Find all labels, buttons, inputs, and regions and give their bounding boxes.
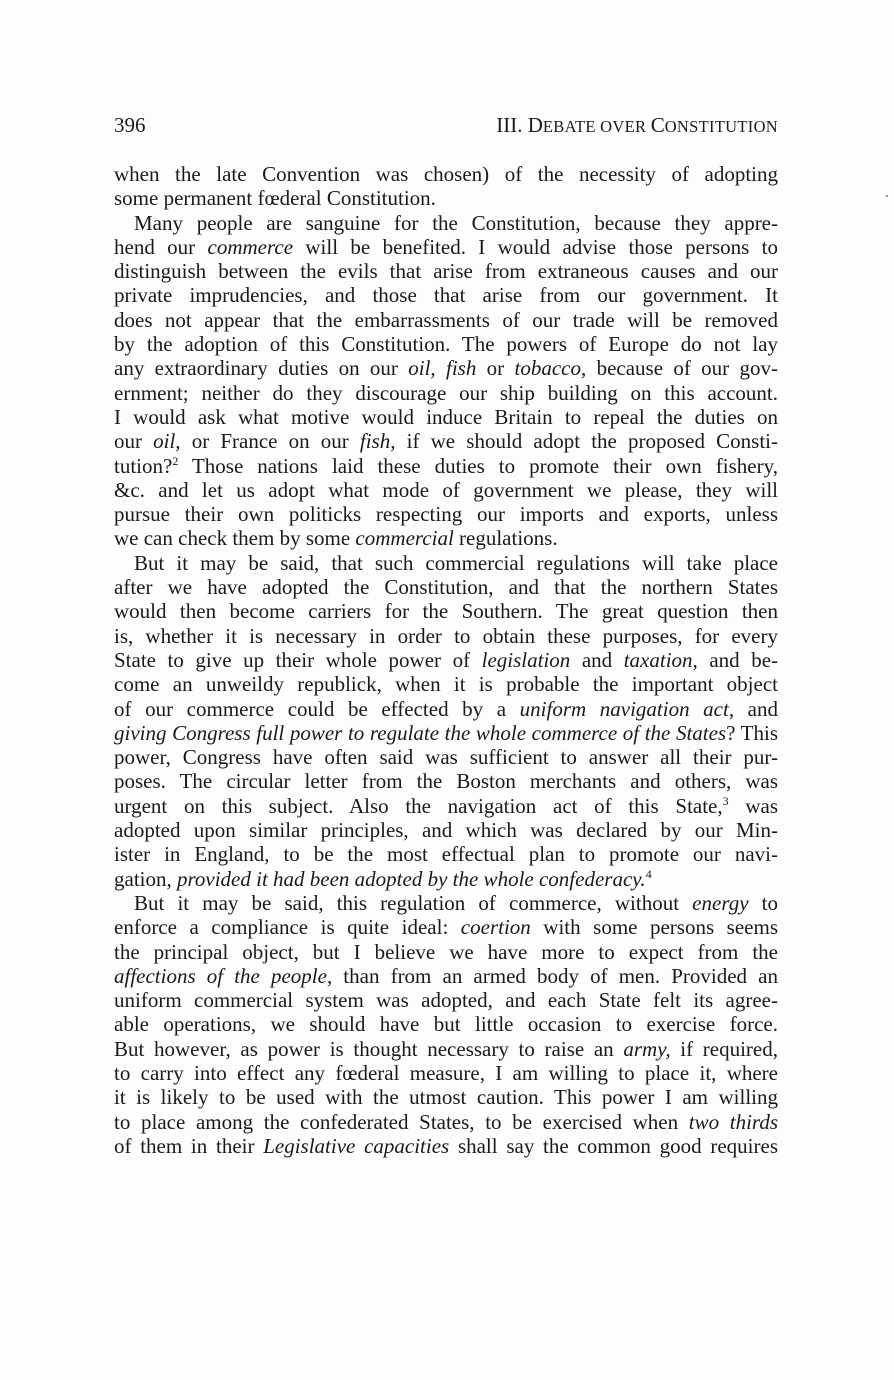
text-line	[114, 1037, 778, 1061]
text-run: is, whether it is necessary in order to obtain these purposes, for every	[114, 623, 778, 648]
text-run: tution?	[114, 453, 173, 478]
text-run: to place among the confederated States, to be exercised when	[114, 1109, 689, 1134]
text-run: we can check them by some	[114, 526, 356, 551]
text-line	[114, 259, 778, 283]
text-run: Those nations laid these duties to promote their own fishery,	[178, 453, 778, 478]
italic-text: uniform navigation act,	[519, 696, 735, 721]
text-run: able operations, we should have but little occasion to exercise force.	[114, 1012, 778, 1037]
text-run: But it may be said, that such commercial regulations will take place	[134, 550, 778, 575]
text-line	[114, 988, 778, 1012]
text-line	[114, 332, 778, 356]
italic-text: commercial	[355, 526, 454, 551]
text-run: some permanent fœderal Constitution.	[114, 186, 436, 211]
running-title-part-3: C	[650, 113, 665, 137]
italic-text: taxation,	[623, 647, 698, 672]
italic-text: army,	[623, 1036, 671, 1061]
text-run: when the late Convention was chosen) of the necessity of adopting	[114, 162, 778, 186]
text-line	[114, 867, 778, 891]
text-run: urgent on this subject. Also the navigation act of this State,	[114, 793, 723, 818]
text-run: ? This	[726, 720, 778, 745]
text-line	[114, 1012, 778, 1036]
text-line	[114, 745, 778, 769]
italic-text: provided it had been adopted by the whole confederacy.	[177, 866, 646, 891]
text-run: I would ask what motive would induce Britain to repeal the duties on	[114, 404, 778, 429]
text-run: enforce a compliance is quite ideal:	[114, 915, 461, 940]
text-run: and be-	[697, 647, 779, 672]
text-run: But however, as power is thought necessary to raise an	[114, 1036, 624, 1061]
text-run: with some persons seems	[530, 915, 778, 940]
italic-text: coertion	[460, 915, 531, 940]
text-line	[114, 842, 778, 866]
text-run: if we should adopt the proposed Consti-	[395, 429, 778, 454]
text-run: to carry into effect any fœderal measure, I am willing to place it, where	[114, 1060, 778, 1085]
italic-text: tobacco,	[514, 356, 587, 381]
text-run: distinguish between the evils that arise from extraneous causes and our	[114, 259, 778, 284]
text-line	[114, 1110, 778, 1134]
text-run: will be benefited. I would advise those persons to	[293, 234, 778, 259]
text-run: it is likely to be used with the utmost caution. This power I am willing	[114, 1085, 778, 1110]
text-line	[114, 915, 778, 939]
italic-text: two thirds	[688, 1109, 778, 1134]
running-title	[496, 113, 778, 138]
text-line	[114, 599, 778, 623]
body-text	[114, 162, 778, 1158]
text-run: of our commerce could be effected by a	[114, 696, 520, 721]
text-run: regulations.	[453, 526, 558, 551]
text-run: any extraordinary duties on our	[114, 356, 409, 381]
text-run: was	[728, 793, 778, 818]
text-line	[114, 1061, 778, 1085]
text-line	[114, 551, 778, 575]
text-line	[114, 454, 778, 478]
text-run: than from an armed body of men. Provided an	[332, 963, 778, 988]
text-run: or	[476, 356, 515, 381]
text-line	[114, 964, 778, 988]
text-line	[114, 648, 778, 672]
footnote-marker: 2	[172, 453, 179, 468]
text-line	[114, 308, 778, 332]
text-line	[114, 769, 778, 793]
text-run: State to give up their whole power of	[114, 647, 482, 672]
text-run: of them in their	[114, 1133, 264, 1158]
text-line	[114, 186, 778, 210]
italic-text: Legislative capacities	[263, 1133, 450, 1158]
text-run: adopted upon similar principles, and which was declared by our Min-	[114, 818, 778, 843]
text-run: power, Congress have often said was sufficient to answer all their pur-	[114, 745, 778, 770]
text-line	[114, 672, 778, 696]
text-run: private imprudencies, and those that arise from our government. It	[114, 283, 778, 308]
text-run: ernment; neither do they discourage our ship building on this account.	[114, 380, 778, 405]
text-line	[114, 818, 778, 842]
text-line	[114, 891, 778, 915]
text-line	[114, 624, 778, 648]
text-run: or France on our	[180, 429, 360, 454]
italic-text: affections of the people,	[114, 963, 333, 988]
text-line	[114, 356, 778, 380]
text-line	[114, 721, 778, 745]
text-run: would then become carriers for the Southern. The great question then	[114, 599, 778, 624]
italic-text: energy	[692, 890, 749, 915]
running-title-part-2: EBATE OVER	[542, 117, 651, 136]
text-run: and	[734, 696, 779, 721]
text-run: Many people are sanguine for the Constitution, because they appre-	[134, 210, 778, 235]
text-run: hend our	[114, 234, 208, 259]
text-run: poses. The circular letter from the Boston merchants and others, was	[114, 769, 778, 794]
text-line	[114, 526, 778, 550]
text-run: because of our gov-	[586, 356, 778, 381]
running-head	[114, 113, 778, 143]
text-line	[114, 1085, 778, 1109]
text-run: the principal object, but I believe we have more to expect from the	[114, 939, 778, 964]
text-line	[114, 697, 778, 721]
text-line	[114, 405, 778, 429]
italic-text: fish,	[359, 429, 396, 454]
italic-text: legislation	[481, 647, 571, 672]
text-run: &c. and let us adopt what mode of government we please, they will	[114, 477, 778, 502]
text-run: come an unweildy republick, when it is probable the important object	[114, 672, 778, 697]
text-line	[114, 478, 778, 502]
running-title-part-1: III. D	[496, 113, 543, 137]
text-line	[114, 429, 778, 453]
text-run: if required,	[670, 1036, 778, 1061]
text-line	[114, 211, 778, 235]
italic-text: commerce	[207, 234, 294, 259]
text-line	[114, 235, 778, 259]
text-run: ister in England, to be the most effectual plan to promote our navi-	[114, 842, 778, 867]
text-run: But it may be said, this regulation of commerce, without	[134, 890, 693, 915]
text-run: does not appear that the embarrassments of our trade will be removed	[114, 307, 778, 332]
text-line	[114, 162, 778, 186]
page-number: 396	[114, 113, 146, 137]
text-line	[114, 940, 778, 964]
text-line	[114, 283, 778, 307]
italic-text: giving Congress full power to regulate the whole commerce of the States	[114, 720, 727, 745]
text-run: to	[748, 890, 778, 915]
running-title-part-4: ONSTITUTION	[664, 117, 778, 136]
italic-text: oil, fish	[408, 356, 477, 381]
text-run: by the adoption of this Constitution. The powers of Europe do not lay	[114, 332, 778, 357]
text-run: after we have adopted the Constitution, and that the northern States	[114, 575, 778, 600]
text-run: uniform commercial system was adopted, and each State felt its agree-	[114, 988, 778, 1013]
footnote-marker: 3	[722, 793, 729, 808]
text-line	[114, 502, 778, 526]
text-line	[114, 381, 778, 405]
text-run: shall say the common good requires	[449, 1133, 778, 1158]
text-line	[114, 1134, 778, 1158]
text-run: and	[570, 647, 624, 672]
text-run: our	[114, 429, 154, 454]
margin-speck	[886, 195, 888, 197]
text-run: pursue their own politicks respecting our imports and exports, unless	[114, 502, 778, 527]
text-run: gation,	[114, 866, 177, 891]
italic-text: oil,	[153, 429, 181, 454]
text-line	[114, 575, 778, 599]
footnote-marker: 4	[645, 866, 652, 881]
text-line	[114, 794, 778, 818]
